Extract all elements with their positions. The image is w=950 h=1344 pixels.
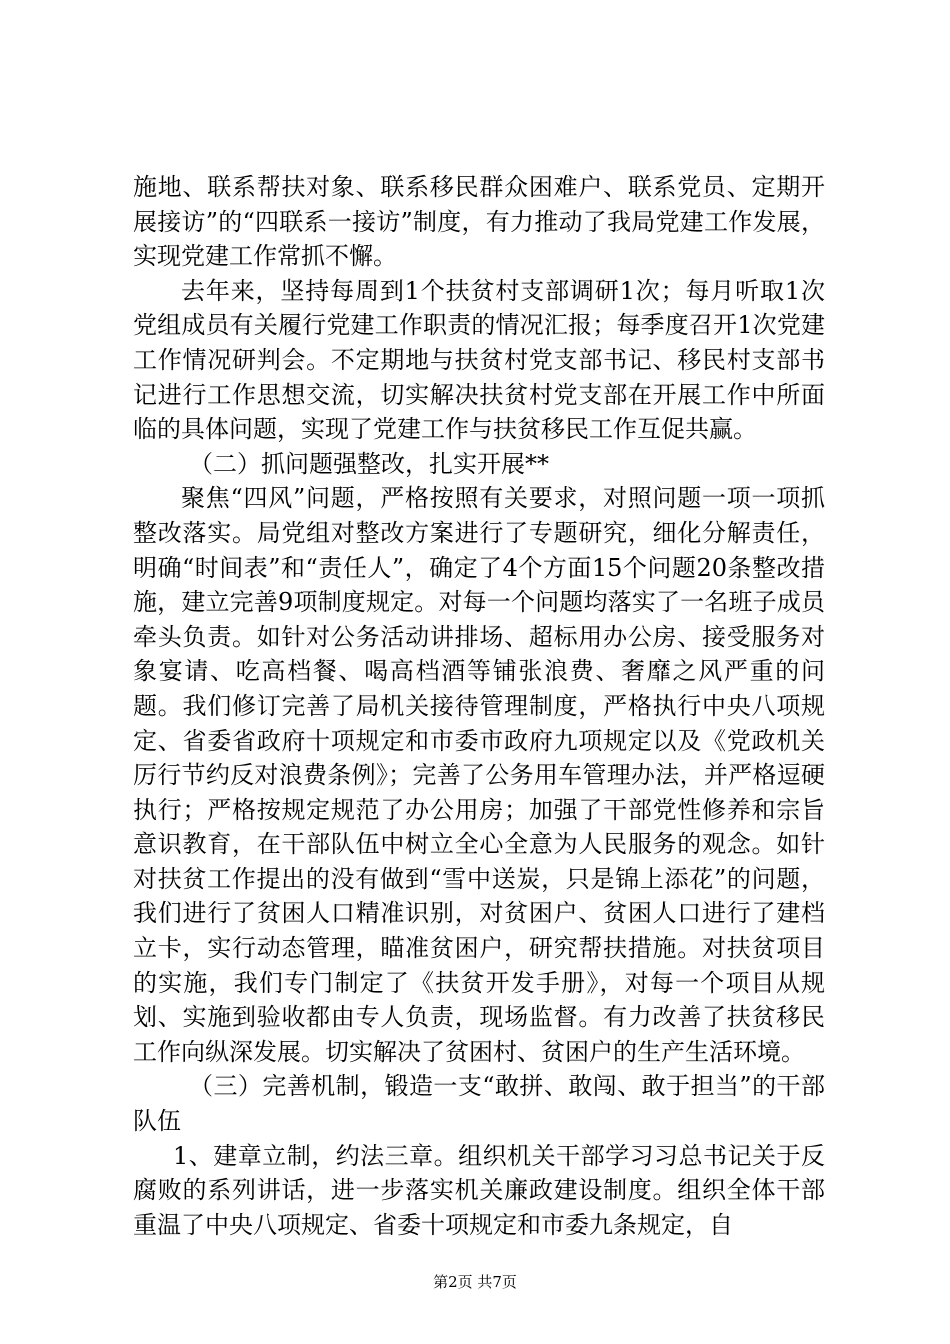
paragraph-rules: 1、建章立制，约法三章。组织机关干部学习习总书记关于反腐败的系列讲话，进一步落实机关廉政建设制度。组织全体干部重温了中央八项规定、省委十项规定和市委九条规定，自 xyxy=(133,1141,825,1239)
section-heading-2: （二）抓问题强整改，扎实开展** xyxy=(189,449,549,478)
document-body xyxy=(133,170,825,1242)
section-heading-3: （三）完善机制，锻造一支“敢拼、敢闯、敢于担当”的干部队伍 xyxy=(133,1072,825,1136)
paragraph-continuation: 施地、联系帮扶对象、联系移民群众困难户、联系党员、定期开展接访”的“四联系一接访”制度，有力推动了我局党建工作发展，实现党建工作常抓不懈。 xyxy=(133,173,825,271)
paragraph-four-styles: 聚焦“四风”问题，严格按照有关要求，对照问题一项一项抓整改落实。局党组对整改方案进行了专题研究，细化分解责任，明确“时间表”和“责任人”，确定了4个方面15个问题20条整改措施，建立完善9项制度规定。对每一个问题均落实了一名班子成员牵头负责。如针对公务活动讲排场、超标用办公房、接受服务对象宴请、吃高档餐、喝高档酒等铺张浪费、奢靡之风严重的问题。我们修订完善了局机关接待管理制度，严格执行中央八项规定、省委省政府十项规定和市委市政府九项规定以及《党政机关厉行节约反对浪费条例》；完善了公务用车管理办法，并严格逗硬执行；严格按规定规范了办公用房；加强了干部党性修养和宗旨意识教育，在干部队伍中树立全心全意为人民服务的观念。如针对扶贫工作提出的没有做到“雪中送炭，只是锦上添花”的问题，我们进行了贫困人口精准识别，对贫困户、贫困人口进行了建档立卡，实行动态管理，瞄准贫困户，研究帮扶措施。对扶贫项目的实施，我们专门制定了《扶贫开发手册》，对每一个项目从规划、实施到验收都由专人负责，现场监督。有力改善了扶贫移民工作向纵深发展。切实解决了贫困村、贫困户的生产生活环境。 xyxy=(133,484,825,1066)
paragraph-annual-work: 去年来，坚持每周到1个扶贫村支部调研1次；每月听取1次党组成员有关履行党建工作职责的情况汇报；每季度召开1次党建工作情况研判会。不定期地与扶贫村党支部书记、移民村支部书记进行工作思想交流，切实解决扶贫村党支部在开展工作中所面临的具体问题，实现了党建工作与扶贫移民工作互促共赢。 xyxy=(133,276,825,444)
page-footer: 第2页 共7页 xyxy=(433,1273,517,1291)
